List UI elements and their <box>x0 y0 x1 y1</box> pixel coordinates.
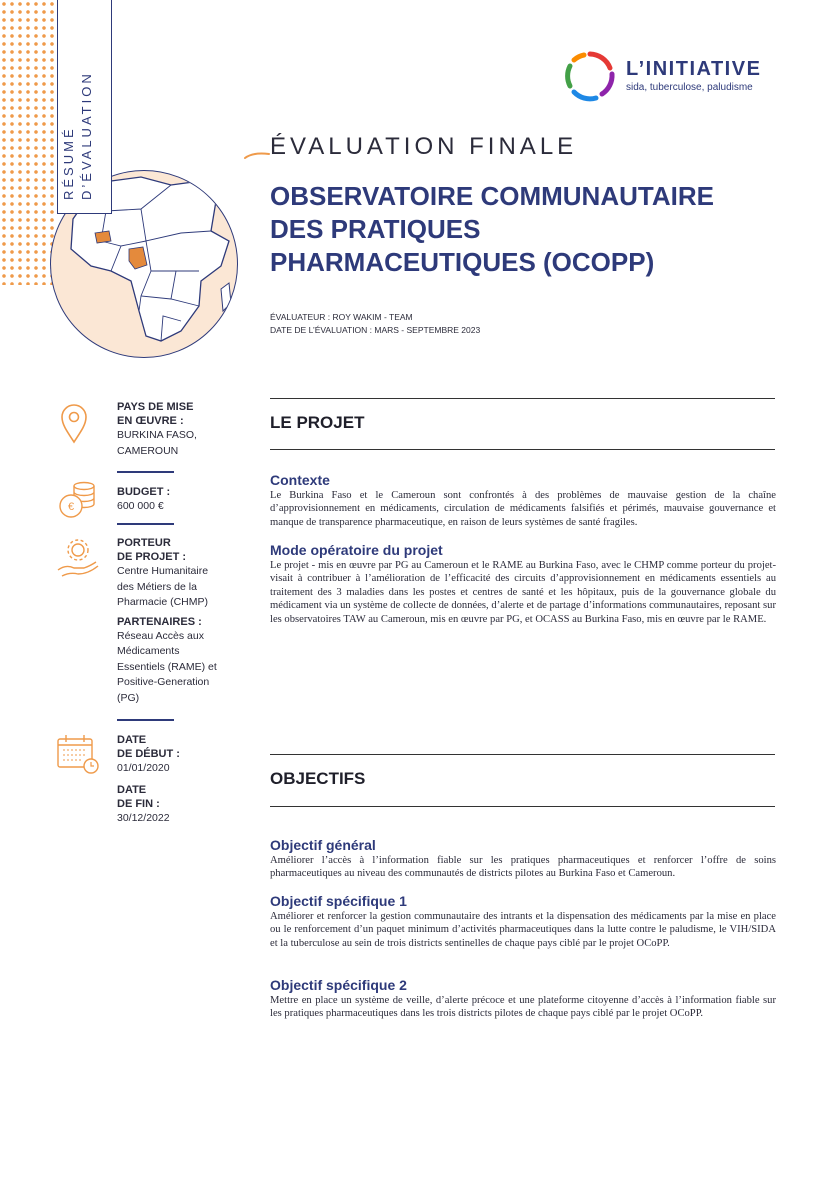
debut-label-2: DE DÉBUT : <box>117 748 180 760</box>
evaluator: ÉVALUATEUR : ROY WAKIM - TEAM <box>270 312 413 322</box>
section-rule <box>270 449 775 450</box>
section-rule <box>270 806 775 807</box>
calendar-icon <box>56 733 100 775</box>
tag-line-2: D’ÉVALUATION <box>79 71 94 200</box>
pays-block <box>117 400 227 459</box>
contexte-heading: Contexte <box>270 472 330 488</box>
section-heading-projet: LE PROJET <box>270 413 365 432</box>
svg-text:€: € <box>67 501 75 513</box>
tag-line-1: RÉSUMÉ <box>61 126 76 200</box>
burkina-faso-highlight <box>95 231 111 243</box>
gear-hand-icon <box>56 536 100 580</box>
budget-label: BUDGET : <box>117 486 171 498</box>
fin-label-2: DE FIN : <box>117 797 160 810</box>
contexte-text: Le Burkina Faso et le Cameroun sont confrontés à des problèmes de mauvaise gestion de la chaîne d’approvisionnement en médicaments, circulation de médicaments falsifiés et périmés, mauvaise gouvernance et manque de transparence pharmaceutique, en raison de leurs systèmes de santé fragiles. <box>270 490 776 528</box>
page-title <box>270 180 790 279</box>
porteur-label-1: PORTEUR <box>117 537 171 549</box>
location-pin-icon <box>56 402 92 444</box>
porteur-label-2: DE PROJET : <box>117 551 187 563</box>
debut-label-1: DATE <box>117 734 147 746</box>
evaluation-date: DATE DE L’ÉVALUATION : MARS - SEPTEMBRE 2023 <box>270 324 481 335</box>
section-rule <box>270 754 775 755</box>
objectif-specifique-1-text: Améliorer et renforcer la gestion communautaire des intrants et la dispensation des médicaments par la mise en place ou le renforcement d’un paquet minimum d’activités pharmaceutiques dans la lutte contre le paludisme, le VIH/SIDA et la tuberculose au sein de trois districts sentinelles de chaque pays ciblé par le projet OCoPP. <box>270 911 776 949</box>
initiative-ring-icon <box>562 48 618 104</box>
objectif-specifique-2-heading: Objectif spécifique 2 <box>270 977 407 993</box>
document-kicker: ÉVALUATION FINALE <box>270 133 578 160</box>
objectif-general-text: Améliorer l’accès à l’information fiable sur les pratiques pharmaceutiques et renforcer l’offre de soins pharmaceutiques au niveau des communautés de districts pilotes au Burkina Faso et Cameroun. <box>270 855 776 880</box>
coins-icon <box>56 478 98 520</box>
mode-operatoire-heading: Mode opératoire du projet <box>270 542 443 558</box>
pays-value-2: CAMEROUN <box>117 444 179 457</box>
porteur-value: Centre Humanitaire des Métiers de la Pharmacie (CHMP) <box>117 565 209 608</box>
logo-name: L’INITIATIVE <box>626 58 762 80</box>
objectif-general-heading: Objectif général <box>270 837 376 853</box>
budget-value: 600 000 € <box>117 500 164 512</box>
fin-value: 30/12/2022 <box>117 811 170 824</box>
partenaires-label: PARTENAIRES : <box>117 615 202 628</box>
fin-label-1: DATE <box>117 783 147 796</box>
pays-label-2: EN ŒUVRE : <box>117 415 184 427</box>
section-rule <box>270 398 775 399</box>
sidebar-divider <box>117 523 174 525</box>
objectif-specifique-2-text: Mettre en place un système de veille, d’alerte précoce et une plateforme citoyenne d’accès à l’information fiable sur les pratiques pharmaceutiques dans les trois districts pilotes de chaque pays ciblé par le projet OCoPP. <box>270 995 776 1020</box>
title-line-1: OBSERVATOIRE COMMUNAUTAIRE <box>270 181 714 211</box>
dates-block <box>117 733 227 826</box>
porteur-block <box>117 536 227 706</box>
debut-value: 01/01/2020 <box>117 762 170 774</box>
logo-subtitle: sida, tuberculose, paludisme <box>626 82 753 93</box>
title-line-2: DES PRATIQUES <box>270 214 481 244</box>
orange-swoosh-icon <box>243 130 273 160</box>
pays-label-1: PAYS DE MISE <box>117 401 194 413</box>
title-line-3: PHARMACEUTIQUES (OCOPP) <box>270 247 655 277</box>
pays-value-1: BURKINA FASO, <box>117 429 197 441</box>
section-heading-objectifs: OBJECTIFS <box>270 769 366 788</box>
evaluation-tag-text <box>60 71 96 200</box>
objectif-specifique-1-heading: Objectif spécifique 1 <box>270 893 407 909</box>
budget-block <box>117 485 227 515</box>
evaluation-meta <box>270 311 480 336</box>
sidebar-divider <box>117 719 174 721</box>
initiative-logo <box>562 48 762 109</box>
orange-dot-pattern <box>0 0 58 285</box>
mode-operatoire-text: Le projet - mis en œuvre par PG au Cameroun et le RAME au Burkina Faso, avec le CHMP comme porteur du projet- visait à contribuer à l’amélioration de l’efficacité des circuits d’approvisionnement en médicaments essentiels au traitement des 3 maladies dans les postes et centres de santé et les hôpitaux, puis de la gouvernance globale du médicament via un système de collecte de données, d’alerte et de partage d’informations communautaires, reposant sur les observatoires TAW au Cameroun, mis en œuvre par PG, et OCASS au Burkina Faso, mis en œuvre par le RAME. <box>270 560 776 625</box>
partenaires-value: Réseau Accès aux Médicaments Essentiels (RAME) et Positive-Generation (PG) <box>117 629 217 704</box>
sidebar-divider <box>117 471 174 473</box>
